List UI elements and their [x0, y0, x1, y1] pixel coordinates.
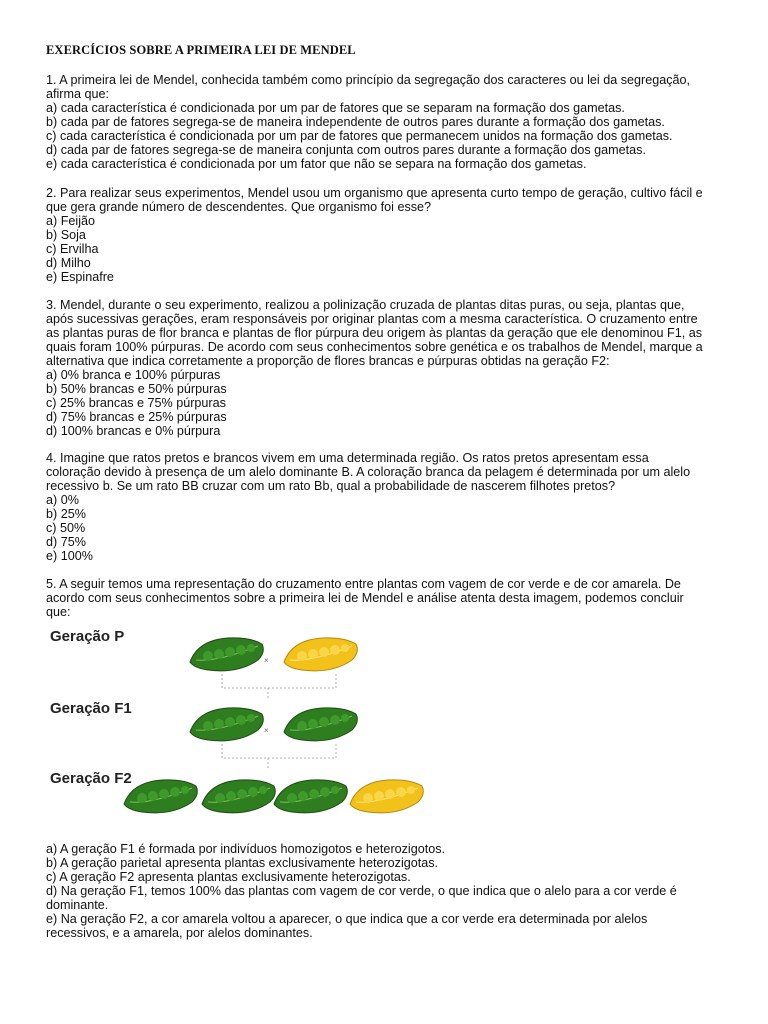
question-line: que:	[46, 605, 71, 619]
question-line: que gera grande número de descendentes. Que organismo foi esse?	[46, 200, 432, 214]
question-line: e) cada característica é condicionada por um fator que não se separa na formação dos gametas.	[46, 157, 587, 171]
question-line: c) 25% brancas e 75% púrpuras	[46, 396, 226, 410]
question-line: recessivo b. Se um rato BB cruzar com um rato Bb, qual a probabilidade de nascerem filhotes pretos?	[46, 479, 616, 493]
question-line: afirma que:	[46, 87, 109, 101]
question-line: b) 50% brancas e 50% púrpuras	[46, 382, 227, 396]
question-line: 5. A seguir temos uma representação do cruzamento entre plantas com vagem de cor verde e de cor amarela. De	[46, 577, 681, 591]
question-line: a) A geração F1 é formada por indivíduos homozigotos e heterozigotos.	[46, 842, 446, 856]
pea-pod-cross-figure	[46, 622, 466, 832]
question-line: c) Ervilha	[46, 242, 99, 256]
yellow-pod-p	[284, 638, 357, 671]
cross-diagram	[46, 622, 466, 832]
question-3	[46, 298, 726, 438]
generation-f2-label: Geração F2	[50, 770, 132, 787]
question-line: e) Espinafre	[46, 270, 114, 284]
question-line: d) 75% brancas e 25% púrpuras	[46, 410, 227, 424]
question-line: recessivos, e a amarela, por alelos dominantes.	[46, 926, 313, 940]
generation-p-label: Geração P	[50, 628, 125, 645]
question-line: d) Milho	[46, 256, 91, 270]
question-5-options	[46, 842, 726, 940]
cross-symbol-f1: ×	[264, 726, 269, 735]
question-line: c) A geração F2 apresenta plantas exclusivamente heterozigotas.	[46, 870, 411, 884]
question-line: e) Na geração F2, a cor amarela voltou a aparecer, o que indica que a cor verde era determinada por alelos	[46, 912, 648, 926]
question-line: b) A geração parietal apresenta plantas exclusivamente heterozigotas.	[46, 856, 439, 870]
question-line: acordo com seus conhecimentos sobre a primeira lei de Mendel e análise atenta desta imagem, podemos concluir	[46, 591, 684, 605]
question-line: coloração devido à presença de um alelo dominante B. A coloração branca da pelagem é determinada por um alelo	[46, 465, 691, 479]
question-line: quais foram 100% púrpuras. De acordo com seus conhecimentos sobre genética e os trabalhos de Mendel, marque a	[46, 340, 703, 354]
question-line: dominante.	[46, 898, 109, 912]
question-2	[46, 186, 726, 284]
yellow-pod-f2	[350, 780, 423, 813]
question-line: a) cada característica é condicionada por um par de fatores que se separam na formação dos gametas.	[46, 101, 625, 115]
green-pod-f2-b	[202, 780, 275, 813]
question-line: d) 100% brancas e 0% púrpura	[46, 424, 221, 438]
question-line: b) cada par de fatores segrega-se de maneira independente de outros pares durante a formação dos gametas.	[46, 115, 665, 129]
question-line: d) Na geração F1, temos 100% das plantas com vagem de cor verde, o que indica que o alelo para a cor verde é	[46, 884, 677, 898]
question-line: após sucessivas gerações, eram responsáveis por originar plantas com a mesma característica. O cruzamento entre	[46, 312, 698, 326]
question-line: a) Feijão	[46, 214, 95, 228]
question-1	[46, 73, 726, 171]
question-line: b) 25%	[46, 507, 86, 521]
question-line: b) Soja	[46, 228, 86, 242]
green-pod-p	[190, 638, 263, 671]
question-line: c) cada característica é condicionada por um par de fatores que permanecem unidos na formação dos gametas.	[46, 129, 673, 143]
cross-symbol-p: ×	[264, 656, 269, 665]
question-line: a) 0%	[46, 493, 79, 507]
question-line: c) 50%	[46, 521, 86, 535]
question-line: 1. A primeira lei de Mendel, conhecida também como princípio da segregação dos caracteres ou lei da segregação,	[46, 73, 691, 87]
green-pod-f2-a	[124, 780, 197, 813]
question-line: alternativa que indica corretamente a proporção de flores brancas e púrpuras obtidas na geração F2:	[46, 354, 610, 368]
green-pod-f1-a	[190, 708, 263, 741]
question-line: a) 0% branca e 100% púrpuras	[46, 368, 221, 382]
question-line: 3. Mendel, durante o seu experimento, realizou a polinização cruzada de plantas ditas puras, ou seja, plantas que,	[46, 298, 685, 312]
question-line: 4. Imagine que ratos pretos e brancos vivem em uma determinada região. Os ratos pretos apresentam essa	[46, 451, 649, 465]
question-line: d) cada par de fatores segrega-se de maneira conjunta com outros pares durante a formação dos gametas.	[46, 143, 646, 157]
question-4	[46, 451, 726, 563]
green-pod-f1-b	[284, 708, 357, 741]
question-line: 2. Para realizar seus experimentos, Mendel usou um organismo que apresenta curto tempo de geração, cultivo fácil e	[46, 186, 703, 200]
question-line: d) 75%	[46, 535, 86, 549]
question-line: as plantas puras de flor branca e plantas de flor púrpura deu origem às plantas da geração que ele denominou F1, as	[46, 326, 702, 340]
question-line: e) 100%	[46, 549, 93, 563]
document-title: EXERCÍCIOS SOBRE A PRIMEIRA LEI DE MENDEL	[46, 43, 356, 57]
question-5	[46, 577, 726, 619]
green-pod-f2-c	[274, 780, 347, 813]
generation-f1-label: Geração F1	[50, 700, 132, 717]
